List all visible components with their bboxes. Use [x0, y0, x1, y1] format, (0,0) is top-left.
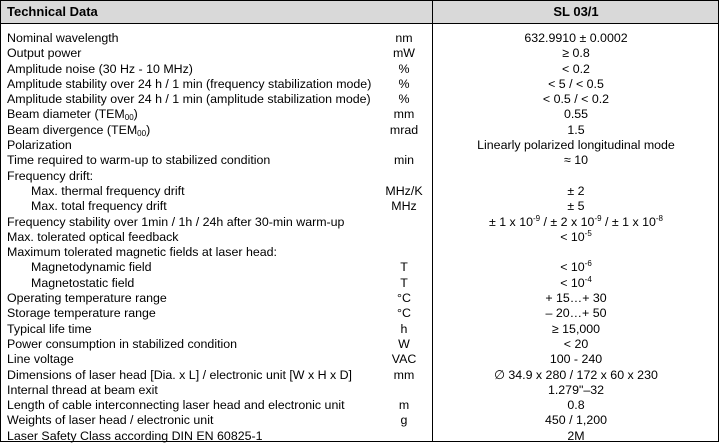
row-label: Storage temperature range [7, 306, 156, 321]
row-value: + 15…+ 30 [545, 291, 607, 306]
table-row [1, 77, 718, 92]
row-unit: m [398, 398, 410, 413]
table-row [1, 215, 718, 230]
row-label: Length of cable interconnecting laser head and electronic unit [7, 398, 345, 413]
table-row [1, 260, 718, 275]
table-row [1, 153, 718, 168]
row-value: 632.9910 ± 0.0002 [524, 31, 628, 45]
row-value: < 20 [563, 336, 589, 351]
table-row [1, 184, 718, 199]
row-unit: mrad [389, 122, 419, 137]
row-value: 100 - 240 [549, 352, 603, 367]
row-unit: T [400, 275, 408, 290]
table-row [1, 306, 718, 321]
row-unit: MHz/K [385, 183, 423, 198]
table-header [1, 1, 718, 24]
row-unit: % [398, 92, 410, 107]
table-body [1, 31, 718, 444]
row-label: Weights of laser head / electronic unit [7, 413, 214, 428]
table-row [1, 62, 718, 77]
row-value: < 0.5 / < 0.2 [542, 92, 610, 107]
row-value: ≥ 15,000 [551, 321, 601, 336]
table-row [1, 169, 718, 184]
row-value: 1.5 [567, 122, 585, 137]
row-value: < $10^{-6}$ [560, 259, 592, 275]
row-label: Polarization [7, 138, 72, 153]
row-unit: % [398, 61, 410, 76]
row-unit: nm [395, 31, 413, 45]
row-label: Beam divergence $(TEM_{00})$ [7, 122, 151, 138]
row-value: 1.279"–32 [547, 382, 605, 397]
row-unit: MHz [391, 199, 417, 214]
row-label: Max. thermal frequency drift [31, 183, 185, 198]
row-value: ∅ 34.9 x 280 / 172 x 60 x 230 [494, 367, 658, 382]
row-unit: mm [393, 107, 415, 122]
row-label: Output power [7, 46, 82, 61]
row-value: < 5 / < 0.5 [548, 76, 604, 91]
row-label: Frequency stability over 1min / 1h / 24h after 30-min warm-up [7, 214, 345, 229]
row-label: Laser Safety Class according DIN EN 60825-1 [7, 428, 263, 443]
table-row [1, 413, 718, 428]
row-label: Beam diameter $(TEM_{00})$ [7, 107, 138, 123]
row-unit: T [400, 260, 408, 275]
row-value: < 0.2 [562, 61, 590, 76]
row-label: Typical life time [7, 321, 92, 336]
row-unit: mW [392, 46, 416, 61]
model-name: SL 03/1 [553, 4, 599, 19]
row-unit: g [400, 413, 408, 428]
table-row [1, 138, 718, 153]
row-value: Linearly polarized longitudinal mode [477, 138, 675, 153]
row-label: Line voltage [7, 352, 74, 367]
row-label: Magnetostatic field [31, 275, 135, 290]
table-row [1, 245, 718, 260]
row-label: Maximum tolerated magnetic fields at laser head: [7, 245, 277, 260]
row-label: Max. tolerated optical feedback [7, 229, 179, 244]
row-label: Amplitude stability over 24 h / 1 min (amplitude stabilization mode) [7, 92, 371, 107]
row-label: Magnetodynamic field [31, 260, 152, 275]
table-row [1, 322, 718, 337]
row-label: Nominal wavelength [7, 31, 119, 45]
table-row [1, 123, 718, 138]
row-value: – 20…+ 50 [545, 306, 607, 321]
row-value: ± 2 [567, 183, 585, 198]
table-row [1, 92, 718, 107]
row-label: Amplitude stability over 24 h / 1 min (frequency stabilization mode) [7, 76, 372, 91]
row-label: Power consumption in stabilized condition [7, 336, 238, 351]
table-row [1, 368, 718, 383]
row-unit: W [398, 336, 410, 351]
table-row [1, 383, 718, 398]
table-row [1, 352, 718, 367]
row-label: Amplitude noise (30 Hz - 10 MHz) [7, 61, 193, 76]
row-unit: °C [397, 291, 411, 306]
table-row [1, 199, 718, 214]
row-value: < $10^{-5}$ [560, 228, 592, 244]
row-unit: h [400, 321, 408, 336]
table-row [1, 337, 718, 352]
table-row [1, 291, 718, 306]
row-unit: min [394, 153, 414, 168]
row-unit: mm [393, 367, 415, 382]
row-value: ≥ 0.8 [562, 46, 590, 61]
row-value: ± 1 x $10^{-9}$ / ± 2 x $10^{-9}$ / ± 1 x $10^{-8}$ [488, 213, 664, 229]
row-label: Dimensions of laser head [Dia. x L] / electronic unit [W x H x D] [7, 367, 353, 382]
table-title: Technical Data [7, 4, 98, 19]
row-value: 0.8 [567, 398, 585, 413]
row-unit: VAC [391, 352, 417, 367]
table-row [1, 31, 718, 46]
row-value: 0.55 [563, 107, 589, 122]
row-unit: °C [397, 306, 411, 321]
row-unit: % [398, 76, 410, 91]
table-row [1, 230, 718, 245]
row-label: Time required to warm-up to stabilized condition [7, 153, 271, 168]
row-label: Internal thread at beam exit [7, 382, 158, 397]
row-value: ± 5 [567, 199, 585, 214]
table-row [1, 107, 718, 122]
row-value: 450 / 1,200 [544, 413, 607, 428]
row-label: Max. total frequency drift [31, 199, 167, 214]
table-row [1, 276, 718, 291]
row-value: ≈ 10 [563, 153, 589, 168]
row-label: Operating temperature range [7, 291, 167, 306]
table-row [1, 398, 718, 413]
row-value: 2M [567, 428, 585, 443]
row-label: Frequency drift: [7, 168, 94, 183]
row-value: < $10^{-4}$ [560, 274, 592, 290]
table-row [1, 46, 718, 61]
